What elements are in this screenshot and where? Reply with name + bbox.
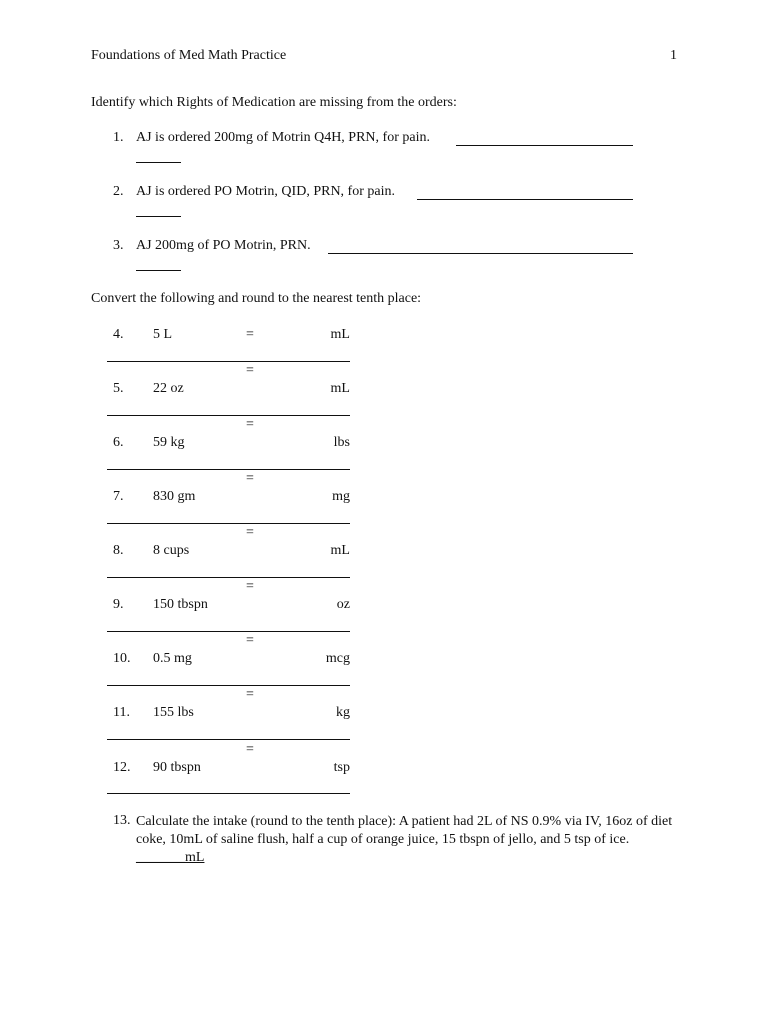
answer-rule <box>107 685 350 686</box>
answer-rule <box>107 739 350 740</box>
question-number: 13. <box>113 813 131 828</box>
conversion-number: 11. <box>113 705 130 720</box>
conversion-value: 150 tbspn <box>153 597 208 612</box>
conversion-number: 10. <box>113 651 131 666</box>
answer-rule <box>107 361 350 362</box>
conversion-value: 22 oz <box>153 381 184 396</box>
answer-blank-line <box>136 270 181 271</box>
equals-sign: = <box>246 579 254 594</box>
equals-sign: = <box>246 687 254 702</box>
conversion-value: 155 lbs <box>153 705 194 720</box>
answer-rule <box>107 631 350 632</box>
conversion-unit: mcg <box>325 651 350 666</box>
question-number: 2. <box>113 184 124 199</box>
conversion-number: 4. <box>113 327 124 342</box>
answer-rule <box>107 577 350 578</box>
answer-rule <box>107 415 350 416</box>
equals-sign: = <box>246 327 254 342</box>
conversion-number: 6. <box>113 435 124 450</box>
question-text: AJ is ordered 200mg of Motrin Q4H, PRN, for pain. <box>136 130 430 145</box>
question-text: AJ is ordered PO Motrin, QID, PRN, for pain. <box>136 184 395 199</box>
conversion-number: 7. <box>113 489 124 504</box>
question-number: 3. <box>113 238 124 253</box>
equals-sign: = <box>246 471 254 486</box>
answer-blank-line <box>456 145 633 146</box>
conversion-value: 90 tbspn <box>153 760 201 775</box>
question-text: AJ 200mg of PO Motrin, PRN. <box>136 238 311 253</box>
intake-question-body: Calculate the intake (round to the tenth place): A patient had 2L of NS 0.9% via IV, 16oz of diet coke, 10mL of saline flush, half a cup of orange juice, 15 tbspn of jello, and 5 tsp of ice. <box>136 814 673 847</box>
conversion-number: 8. <box>113 543 124 558</box>
question-number: 1. <box>113 130 124 145</box>
answer-blank-line <box>417 199 633 200</box>
answer-rule <box>107 793 350 794</box>
answer-rule <box>107 523 350 524</box>
conversion-value: 830 gm <box>153 489 196 504</box>
rights-section-heading: Identify which Rights of Medication are missing from the orders: <box>91 95 457 110</box>
equals-sign: = <box>246 417 254 432</box>
conversion-value: 8 cups <box>153 543 190 558</box>
conversion-unit: mg <box>332 489 350 504</box>
answer-rule <box>107 469 350 470</box>
page-number: 1 <box>670 48 677 63</box>
answer-blank-line <box>136 162 181 163</box>
conversion-unit: mL <box>330 327 350 342</box>
answer-blank-line <box>136 216 181 217</box>
conversion-number: 5. <box>113 381 124 396</box>
conversion-value: 0.5 mg <box>153 651 192 666</box>
conversion-number: 12. <box>113 760 131 775</box>
document-header-title: Foundations of Med Math Practice <box>91 48 287 63</box>
intake-answer-blank: _______mL <box>136 850 205 865</box>
answer-blank-line <box>328 253 633 254</box>
equals-sign: = <box>246 525 254 540</box>
intake-question-text <box>136 813 696 867</box>
conversion-value: 59 kg <box>153 435 185 450</box>
conversion-unit: lbs <box>333 435 350 450</box>
conversion-unit: kg <box>336 705 350 720</box>
conversion-unit: mL <box>330 381 350 396</box>
conversion-unit: tsp <box>333 760 350 775</box>
equals-sign: = <box>246 742 254 757</box>
conversion-section-heading: Convert the following and round to the nearest tenth place: <box>91 291 422 306</box>
equals-sign: = <box>246 633 254 648</box>
conversion-value: 5 L <box>153 327 173 342</box>
equals-sign: = <box>246 363 254 378</box>
conversion-unit: mL <box>330 543 350 558</box>
conversion-unit: oz <box>336 597 350 612</box>
conversion-number: 9. <box>113 597 124 612</box>
